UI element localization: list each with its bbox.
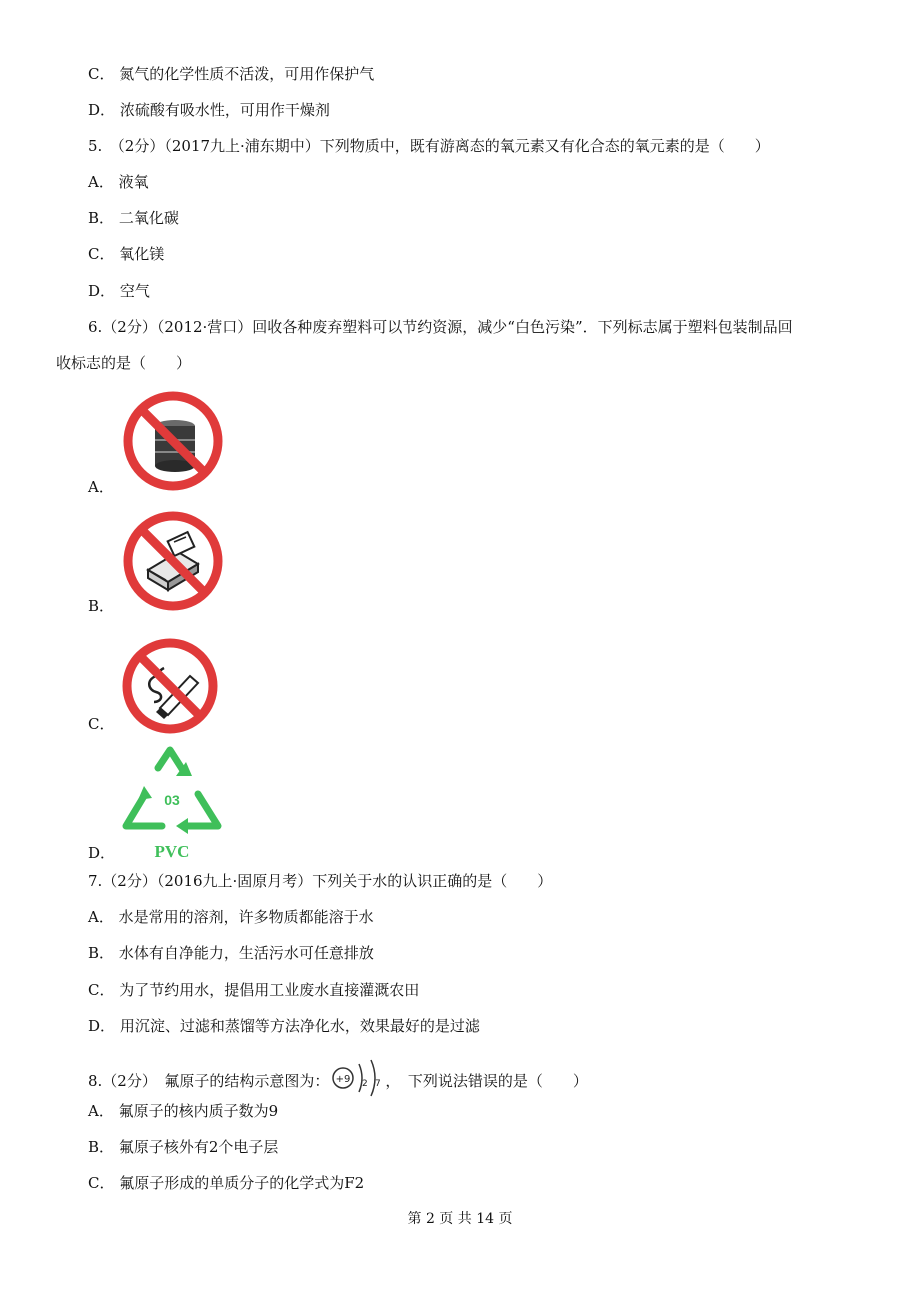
option-text: 氧化镁 — [119, 245, 165, 263]
option-letter: B． — [88, 1138, 115, 1156]
q8-option-a — [88, 1101, 278, 1121]
q7-stem: 7.（2分）（2016九上·固原月考）下列关于水的认识正确的是（ ） — [88, 872, 553, 890]
no-oil-drum-icon — [120, 388, 226, 494]
option-letter: C． — [88, 65, 115, 83]
option-text: 用沉淀、过滤和蒸馏等方法净化水，效果最好的是过滤 — [119, 1017, 480, 1035]
q7-option-c — [88, 980, 419, 1000]
option-text: 浓硫酸有吸水性，可用作干燥剂 — [119, 101, 330, 119]
option-letter: D． — [88, 282, 116, 300]
option-text: 氟原子形成的单质分子的化学式为F2 — [119, 1174, 365, 1192]
q5-option-a — [88, 172, 149, 192]
q7-option-d — [88, 1016, 480, 1036]
option-letter: A． — [88, 173, 114, 191]
recycle-triangle-icon — [118, 742, 226, 838]
q8-stem — [88, 1071, 588, 1092]
option-letter: C． — [88, 245, 115, 263]
option-letter: A． — [88, 1102, 114, 1120]
q6-stem-line1: 6.（2分）（2012·营口）回收各种废弃塑料可以节约资源，减少“白色污染”．下列标志属于塑料包装制品回 — [88, 318, 793, 336]
option-letter: A． — [88, 908, 114, 926]
option-text: 为了节约用水，提倡用工业废水直接灌溉农田 — [119, 981, 420, 999]
option-text: 液氧 — [118, 173, 149, 191]
q4-option-c — [88, 64, 374, 84]
recycle-number: 03 — [164, 792, 180, 808]
option-text: 水是常用的溶剂，许多物质都能溶于水 — [118, 908, 374, 926]
option-letter: B． — [88, 944, 115, 962]
no-matches-icon — [120, 508, 226, 614]
fluorine-atom-icon — [331, 1056, 391, 1100]
q5-stem: 5. （2分）（2017九上·浦东期中）下列物质中，既有游离态的氧元素又有化合态的氧元素的是（ ） — [88, 137, 770, 155]
option-text: 空气 — [119, 282, 150, 300]
q7-option-a — [88, 907, 374, 927]
option-text: 二氧化碳 — [118, 209, 179, 227]
q6-stem-line2: 收标志的是（ ） — [56, 354, 192, 372]
option-letter: C． — [88, 981, 115, 999]
q8-option-c — [88, 1173, 364, 1193]
nucleus-charge: +9 — [335, 1074, 351, 1085]
q6-option-c-letter: C． — [88, 715, 115, 733]
q6-option-a-letter: A． — [88, 478, 114, 496]
option-letter: C． — [88, 1174, 115, 1192]
recycle-code: PVC — [154, 842, 190, 861]
q8-stem-after: ， 下列说法错误的是（ ） — [385, 1072, 588, 1090]
q6-option-d-letter: D． — [88, 844, 116, 862]
q5-option-d — [88, 281, 150, 301]
option-text: 氟原子的核内质子数为9 — [118, 1102, 279, 1120]
q7-option-b — [88, 943, 374, 963]
no-smoking-icon — [118, 636, 222, 736]
option-letter: B． — [88, 209, 115, 227]
option-letter: D． — [88, 101, 116, 119]
page-number-footer: 第 2 页 共 14 页 — [407, 1211, 513, 1227]
q5-option-b — [88, 208, 179, 228]
option-text: 氟原子核外有2个电子层 — [118, 1138, 279, 1156]
option-text: 氮气的化学性质不活泼，可用作保护气 — [119, 65, 375, 83]
q5-option-c — [88, 244, 164, 264]
shell-2-electrons: 7 — [375, 1079, 382, 1089]
q8-stem-before: 8.（2分） 氟原子的结构示意图为： — [88, 1072, 330, 1090]
q8-option-b — [88, 1137, 278, 1157]
q6-option-b-letter: B． — [88, 597, 115, 615]
recycling-pvc-icon — [118, 742, 226, 864]
q4-option-d — [88, 100, 330, 120]
atom-structure-diagram — [329, 1072, 385, 1092]
option-letter: D． — [88, 1017, 116, 1035]
option-text: 水体有自净能力，生活污水可任意排放 — [118, 944, 374, 962]
shell-1-electrons: 2 — [362, 1079, 369, 1089]
